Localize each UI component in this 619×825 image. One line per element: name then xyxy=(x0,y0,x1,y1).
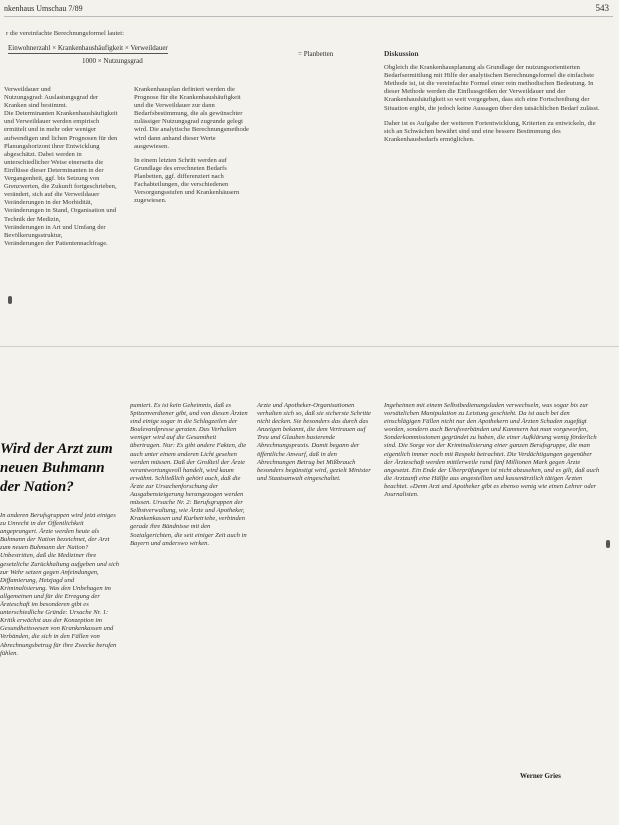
journal-running-head: nkenhaus Umschau 7/89 xyxy=(4,4,83,13)
text-column-3 xyxy=(384,49,602,151)
paragraph: Daher ist es Aufgabe der weiteren Fortentwicklung, Kriterien zu entwickeln, die sich an Schwächen bewährt sind und eine bessere Bestimmung des Krankenhausbedarfs ermöglichen. xyxy=(384,119,596,143)
text-column-2 xyxy=(134,86,252,205)
section-title: Diskussion xyxy=(384,49,419,58)
list-item: Veränderungen in der Morbidität, xyxy=(4,199,93,207)
article-column-4: Ingeheimen mit einem Selbstbedienungsladen verwechseln, was sogar bis zur vorsätzlichen Manipulation zu Leistung geschieht. Da ist auch bei den einschlägigen Fällen nicht nur den Apothekern und Ärzten Schaden zugefügt worden, sondern auch Berufsverbänden und Kammern hat man vorgeworfen, Sonderkommissionen gegründet zu haben, die einer Aufklärung wenig förderlich sind. Die Sorge vor der Kriminalisierung einer ganzen Berufsgruppe, die man eigentlich immer noch mit Respekt betrachtet. Die Verdächtigungen gegenüber der Ärzteschaft werden mittlerweile rund fünf Millionen Mark gegen Ärzte angesetzt. Ein Ende der Überprüfungen ist nicht abzusehen, und es gilt, daß auch die Arztzunft eine Hälfte aus angestellten und kassenärztlich tätigen Ärzten beachtet. »Denn Arzt und Apotheker gibt es ebenso wenig wie einen Lehrer oder Journalisten. xyxy=(384,402,600,499)
margin-mark xyxy=(606,540,610,548)
formula-numerator: Einwohnerzahl × Krankenhaushäufigkeit × Verweildauer xyxy=(8,44,168,52)
formula-denominator: 1000 × Nutzungsgrad xyxy=(82,57,143,65)
margin-mark xyxy=(8,296,12,304)
author-name: Werner Gries xyxy=(520,772,561,780)
formula-intro: r die vereinfachte Berechnungsformel lautet: xyxy=(6,30,124,37)
page-number: 543 xyxy=(595,3,609,13)
paragraph: Die Determinanten Krankenhaushäufigkeit und Verweildauer werden empirisch ermittelt und in mehr oder weniger aufwendigen und lichen Prognosen für den Planungshorizont ihrer Entwicklung abgeschätzt. Dabei werden in unterschiedlicher Weise einerseits die Einflüsse dieser Determinanten in der Vergangenheit, ggf. bis Setzung von Grenzwerten, die Zukunft fortgeschrieben, verändert, sich auf die Verweildauer xyxy=(4,110,118,199)
article-column-2: pumiert. Es ist kein Geheimnis, daß es Spitzenverdiener gibt, und von diesen Ärzten sind einige sogar in die Schlagzeilen der Boulevardpresse geraten. Das Verhalten weniger wird auf die Gesamtheit übertragen. Nur: Es gibt andere Fakten, die auch unter einem anderen Licht gesehen werden müssen. Daß der Großteil der Ärzte verantwortungsvoll handelt, wird kaum erwähnt. Schließlich gehört auch, daß die Ärzte zur Ursachenforschung der Ausgabensteigerung herangezogen werden müssen. Ursache Nr. 2: Berufsgruppen der Selbstverwaltung, wie Ärzte und Apotheker, Krankenkassen und Kurbetriebe, verbinden gerade ihre Bündnisse mit den Sozialgerichten, die seit einiger Zeit auch in Bayern und anderswo wirken. xyxy=(130,402,248,547)
list-item: Veränderungen in Art und Umfang der Bevölkerungsstruktur, xyxy=(4,223,106,239)
article-title: Wird der Arzt zum neuen Buhmann der Nation? xyxy=(0,441,113,495)
paragraph: Nutzungsgrad: Auslastungsgrad der Kranken sind bestimmt. xyxy=(4,94,99,110)
paragraph: In einem letzten Schritt werden auf Grundlage des errechneten Bedarfs Planbetten, ggf. differenziert nach Fachabteilungen, die verschiedenen Versorgungsstufen und Krankenhäusern zugewiesen. xyxy=(134,156,240,205)
article-lead: In anderen Berufsgruppen wird jetzt einiges zu Unrecht in der Öffentlichkeit angeprangert. Ärzte werden heute als Buhmann der Nation bezeichnet, der Arzt zum neuen Buhmann der Nation? Unbestritten, daß die Mediziner ihre gesetzliche Zurückhaltung aufgeben und sich zur Wehr setzen gegen Anfeindungen, Diffamierung, Hetzjagd und Kriminalisierung. Was den Unbehagen im allgemeinen und für die Erregung der Ärzteschaft im besonderen gibt es unterschiedliche Gründe: Ursache Nr. 1: Kritik erwächst aus der Konzeption im Gesundheitswesen von Krankenkassen und Verbänden, die sich in den Fällen von Abrechnungsbetrug für ihre Zwecke berufen fühlen. xyxy=(0,512,120,657)
bed-formula xyxy=(8,42,368,70)
list-item: Veränderungen in Stand, Organisation und Technik der Medizin, xyxy=(4,207,117,223)
paragraph: Obgleich die Krankenhausplanung als Grundlage der nutzungsorientierten Bedarfsermittlung mit Hilfe der analytischen Berechnungsformel die einfachste Methode ist, ist die vereinfachte Formel einer rein methodischen Bedeutung. In dieser Methode werden die Einflussgrößen der Verweildauer und der Krankenhaushäufigkeit so weit vorgegeben, dass sich eine Fortschreibung der Situation ergibt, die jedoch keine Aussagen über den tatsächlichen Bedarf zulässt. xyxy=(384,64,600,112)
paragraph: Verweildauer und xyxy=(4,86,51,93)
section-divider xyxy=(0,346,619,347)
formula-result: = Planbetten xyxy=(298,50,334,58)
list-item: Veränderungen der Patientennachfrage. xyxy=(4,239,108,247)
page-header xyxy=(4,2,613,17)
article-column-3: Arzte und Apotheker-Organisationen verhalten sich so, daß sie sicherste Schritte nicht decken. Sie besonders das durch das Anzeigen bekannt, die dem Vertrauen auf Treu und Glauben basierende Abrechnungspraxis. Damit begann der öffentliche Anwurf, daß in den Abrechnungen Betrug bei Mißbrauch besonders begünstigt wird, gezielt Minister und Staatsanwalt eingeschaltet. xyxy=(257,402,371,482)
paragraph: Krankenhausplan definiert werden die Prognose für die Krankenhaushäufigkeit und die Verweildauer zur dann Bedarfsbestimmung, die als gewünschter zulässiger Nutzungsgrad zugrunde gelegt wird. Die analytische Berechnungsmethode wird dann anhand dieser Werte ausgewiesen. xyxy=(134,86,249,150)
text-column-1 xyxy=(4,86,122,248)
